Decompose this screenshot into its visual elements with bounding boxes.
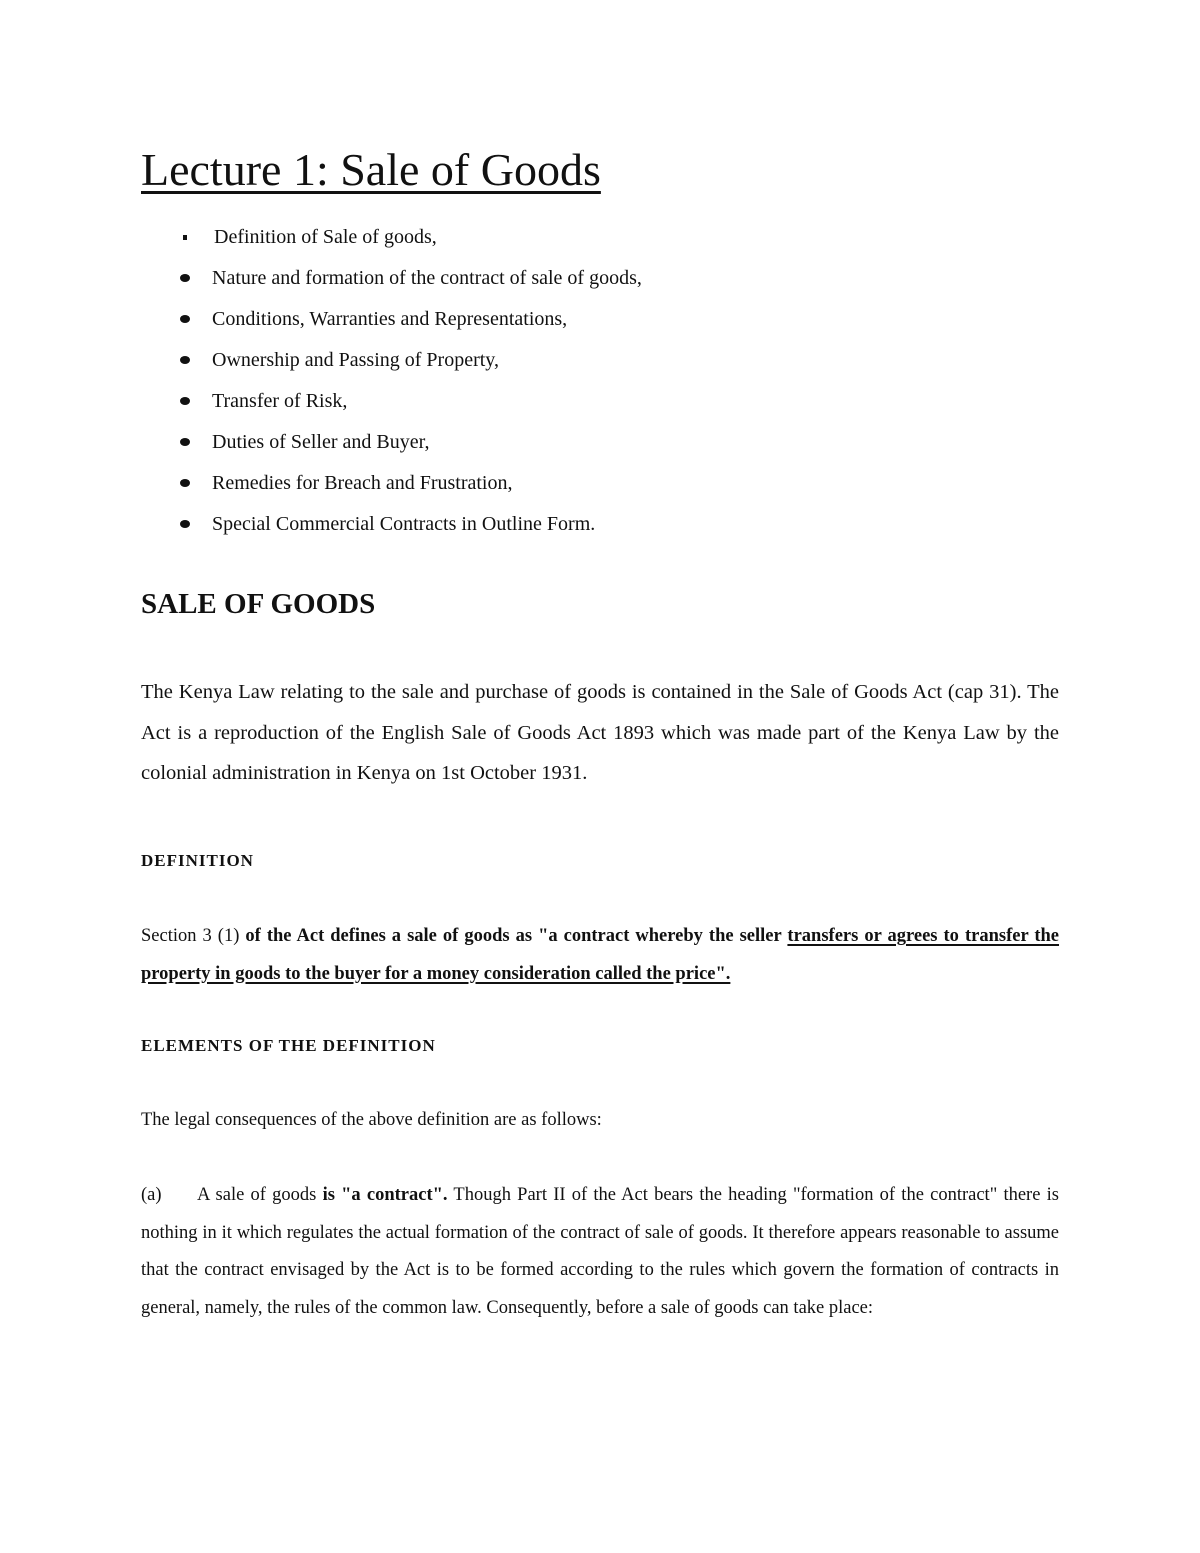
topic-text: Ownership and Passing of Property, [212, 349, 500, 371]
list-item [178, 261, 642, 302]
list-item [178, 507, 642, 548]
topic-text: Nature and formation of the contract of sale of goods, [212, 267, 642, 289]
topic-text: Transfer of Risk, [212, 390, 348, 412]
topic-text: Remedies for Breach and Frustration, [212, 472, 513, 494]
sale-of-goods-heading: SALE OF GOODS [141, 588, 376, 620]
definition-bold-text: of the Act defines a sale of goods as "a contract whereby the seller [245, 926, 788, 946]
round-bullet-icon [180, 356, 190, 364]
round-bullet-icon [180, 315, 190, 323]
round-bullet-icon [180, 397, 190, 405]
square-bullet-icon [183, 235, 187, 240]
item-a-paragraph [141, 1177, 1059, 1327]
item-a-text-before: A sale of goods [197, 1185, 323, 1205]
elements-heading: ELEMENTS OF THE DEFINITION [141, 1036, 436, 1055]
list-item [178, 384, 642, 425]
item-a-text-after: Though Part II of the Act bears the heading "formation of the contract" there is nothing in it which regulates the actual formation of the contract of sale of goods. It therefore appears reasonable to assume that the contract envisaged by the Act is to be formed according to the rules which govern the formation of contracts in general, namely, the rules of the common law. Consequently, before a sale of goods can take place: [141, 1185, 1059, 1318]
round-bullet-icon [180, 274, 190, 282]
list-item [178, 343, 642, 384]
definition-heading: DEFINITION [141, 851, 254, 870]
list-item [178, 220, 642, 261]
list-item [178, 466, 642, 507]
item-a-bold-text: is "a contract". [322, 1185, 448, 1205]
intro-paragraph: The Kenya Law relating to the sale and purchase of goods is contained in the Sale of Goods Act (cap 31). The Act is a reproduction of the English Sale of Goods Act 1893 which was made part of the Kenya Law by the colonial administration in Kenya on 1st October 1931. [141, 681, 1059, 784]
list-item [178, 302, 642, 343]
topic-text: Special Commercial Contracts in Outline Form. [212, 513, 596, 535]
round-bullet-icon [180, 479, 190, 487]
topics-list [178, 220, 642, 548]
topic-text: Duties of Seller and Buyer, [212, 431, 430, 453]
consequences-paragraph: The legal consequences of the above definition are as follows: [141, 1110, 602, 1130]
topic-text: Definition of Sale of goods, [214, 226, 437, 248]
definition-paragraph [141, 918, 1059, 993]
lecture-title: Lecture 1: Sale of Goods [141, 144, 601, 195]
list-item [178, 425, 642, 466]
round-bullet-icon [180, 438, 190, 446]
definition-underlined-text: transfers or agrees to transfer the property in goods to the buyer for a money consideration called the price". [141, 926, 1060, 984]
topic-text: Conditions, Warranties and Representations, [212, 308, 568, 330]
item-a-label: (a) [141, 1185, 162, 1205]
definition-plain-text: Section 3 (1) [141, 926, 246, 946]
round-bullet-icon [180, 520, 190, 528]
